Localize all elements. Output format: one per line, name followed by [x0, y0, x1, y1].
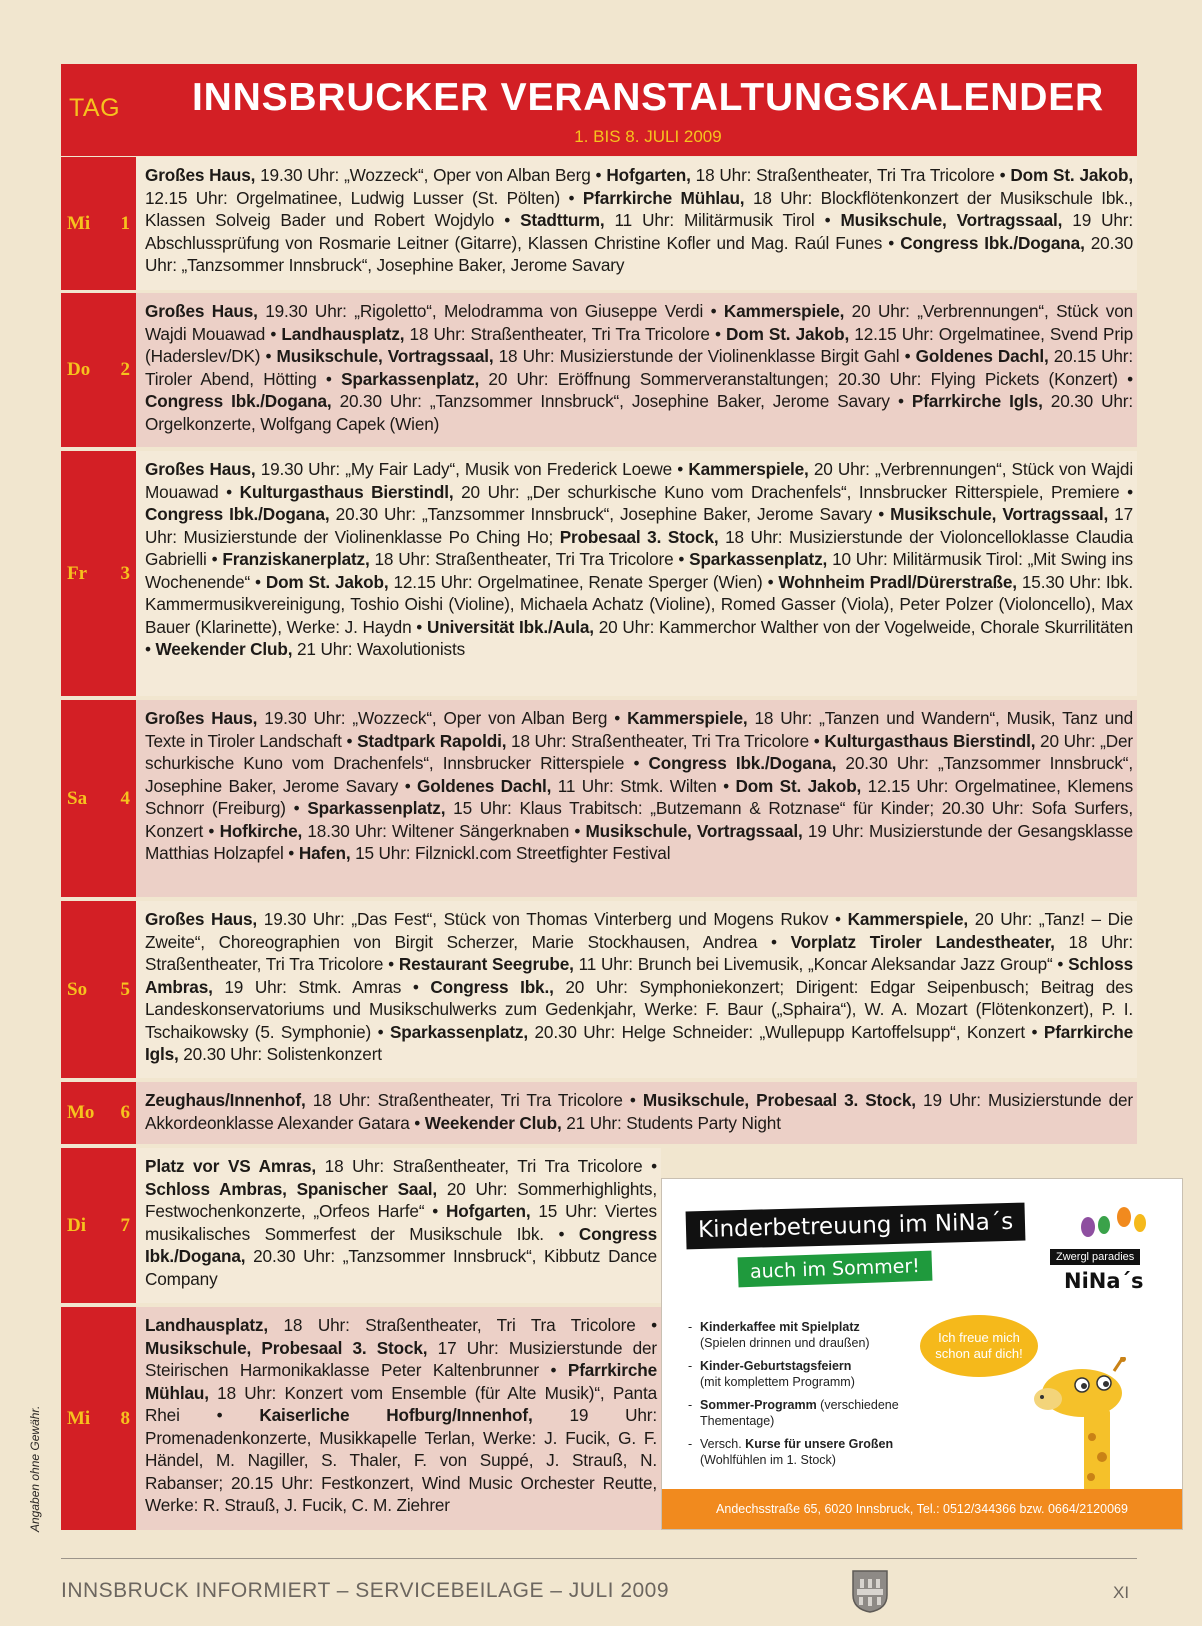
event-details: 20.15 Uhr: Tiroler Abend, Hötting •	[145, 346, 1133, 389]
kinderbetreuung-advertisement	[661, 1178, 1183, 1530]
event-details: 20 Uhr: Symphoniekonzert; Dirigent: Edgar Seipenbusch; Beitrag des Landeskonservatoriums und Musikschulwerks zum Gedenkjahr, Werke: F. Baur („Sphaira“), W. A. Mozart (Flötenkonzert), P. I. Tschaikowsky (5. Symphonie) •	[145, 976, 1133, 1042]
venue-name: Sparkassenplatz,	[307, 798, 446, 818]
venue-name: Pfarrkirche Mühlau,	[582, 187, 745, 208]
event-details: 19 Uhr: Abschlussprüfung von Rosmarie Leitner (Gitarre), Klassen Christine Kofler und Mag. Raúl Funes •	[145, 210, 1133, 253]
venue-name: Sparkassenplatz,	[689, 549, 828, 569]
ad-address-bar: Andechsstraße 65, 6020 Innsbruck, Tel.: 0512/344366 bzw. 0664/2120069	[662, 1489, 1182, 1529]
innsbruck-crest-icon	[851, 1569, 889, 1613]
event-details: 18 Uhr: Straßentheater, Tri Tra Tricolore •	[145, 931, 1133, 974]
day-label	[61, 901, 136, 1078]
event-details: 11 Uhr: Stmk. Wilten •	[551, 775, 736, 796]
event-details: 15 Uhr: Klaus Trabitsch: „Butzemann & Rotznase“ für Kinder; 20.30 Uhr: Sofa Surfers, Konzert •	[145, 798, 1133, 841]
day-label	[61, 1082, 136, 1144]
brand-tagline: Zwergl paradies	[1050, 1249, 1140, 1265]
day-name: Fr	[67, 562, 88, 584]
event-details: 20 Uhr: „Der schurkische Kuno vom Drachenfels“, Innsbrucker Ritterspiele, Premiere •	[453, 481, 1133, 502]
day-name: Do	[67, 359, 91, 380]
venue-name: Hafen,	[298, 843, 351, 863]
venue-name: Hofgarten,	[446, 1201, 531, 1221]
venue-name: Wohnheim Pradl/Dürerstraße,	[778, 571, 1017, 592]
event-details: 20 Uhr: „Verbrennungen“, Stück von Wajdi Mouawad •	[145, 301, 1134, 344]
event-details: 18 Uhr: Straßentheater, Tri Tra Tricolore •	[404, 323, 727, 344]
day-label	[61, 1307, 136, 1530]
day-number: 5	[120, 978, 130, 1000]
venue-name: Musikschule, Vortragssaal,	[890, 504, 1109, 524]
day-number: 3	[120, 562, 130, 584]
venue-name: Landhausplatz,	[145, 1315, 268, 1335]
day-label	[61, 1148, 136, 1303]
event-details: 10 Uhr: Militärmusik Tirol: „Mit Swing ins Wochenende“ •	[145, 549, 1133, 592]
day-events	[138, 451, 1137, 696]
page-number: XI	[1113, 1583, 1130, 1602]
calendar-header	[61, 64, 1137, 156]
event-details: 20 Uhr: „Der schurkische Kuno vom Drachenfels“, Innsbrucker Ritterspiele •	[145, 730, 1133, 773]
venue-name: Universität Ibk./Aula,	[427, 616, 594, 637]
event-details: 18 Uhr: Straßentheater, Tri Tra Tricolore •	[369, 549, 690, 569]
event-details: 12.15 Uhr: Orgelmatinee, Ludwig Lusser (St. Pölten) •	[145, 187, 583, 208]
day-events	[138, 1148, 661, 1303]
event-details: 18 Uhr: Straßentheater, Tri Tra Tricolore •	[305, 1090, 643, 1110]
venue-name: Hofkirche,	[219, 820, 303, 841]
event-details: 11 Uhr: Brunch bei Livemusik, „Koncar Aleksandar Jazz Group“ •	[573, 954, 1069, 974]
day-number: 7	[120, 1214, 130, 1236]
event-details: 15 Uhr: Viertes musikalisches Sommerfest der Musikschule Ibk. •	[145, 1201, 657, 1244]
event-details: 15.30 Uhr: Ibk. Kammermusikvereinigung, Toshio Oishi (Violine), Michaela Achatz (Violine), Romed Gasser (Viola), Peter Polzer (Violoncello), Max Bauer (Klarinette), Werke: J. Haydn •	[145, 571, 1133, 637]
venue-name: Pfarrkirche Mühlau,	[145, 1360, 657, 1403]
day-label	[61, 451, 136, 696]
event-details: 17 Uhr: Musizierstunde der Violinenklasse Po Ching Ho;	[145, 504, 1133, 547]
day-row-di-7	[61, 1148, 661, 1303]
ad-offer-list	[688, 1319, 928, 1475]
day-row-so-5	[61, 901, 1137, 1078]
venue-name: Congress Ibk.,	[430, 976, 554, 997]
venue-name: Dom St. Jakob,	[265, 571, 389, 592]
venue-name: Musikschule, Probesaal 3. Stock,	[145, 1337, 428, 1358]
day-number: 8	[120, 1407, 130, 1429]
list-item: - Kinder-Geburtstagsfeiern (mit komplettem Programm)	[688, 1359, 855, 1389]
calendar-date-range: 1. BIS 8. JULI 2009	[574, 127, 722, 146]
venue-name: Kaiserliche Hofburg/Innenhof,	[259, 1405, 533, 1425]
event-details: 21 Uhr: Waxolutionists	[292, 639, 466, 659]
event-details: 17 Uhr: Musizierstunde der Steirischen Harmonikaklasse Peter Kaltenbrunner •	[145, 1337, 657, 1380]
list-item: - Versch. Kurse für unsere Großen (Wohlfühlen im 1. Stock)	[688, 1437, 894, 1467]
venue-name: Franziskanerplatz,	[222, 549, 370, 569]
event-details: 18 Uhr: Straßentheater, Tri Tra Tricolore •	[690, 165, 1011, 185]
event-details: 18 Uhr: Musizierstunde der Violoncelloklasse Claudia Gabrielli •	[145, 526, 1133, 569]
venue-name: Pfarrkirche Igls,	[145, 1021, 1133, 1064]
venue-name: Großes Haus,	[145, 301, 258, 321]
venue-name: Musikschule, Vortragssaal,	[276, 346, 494, 366]
day-name: Di	[67, 1214, 86, 1236]
event-details: 18 Uhr: Straßentheater, Tri Tra Tricolore •	[506, 730, 825, 751]
venue-name: Sparkassenplatz,	[389, 1021, 528, 1042]
venue-name: Stadtpark Rapoldi,	[357, 730, 507, 751]
day-row-mi-8	[61, 1307, 661, 1530]
day-name: Sa	[67, 787, 88, 809]
venue-name: Platz vor VS Amras,	[145, 1156, 317, 1176]
venue-name: Weekender Club,	[424, 1112, 562, 1133]
venue-name: Vorplatz Tiroler Landestheater,	[790, 931, 1055, 952]
event-details: 20.30 Uhr: Orgelkonzerte, Wolfgang Capek (Wien)	[145, 391, 1133, 434]
venue-name: Großes Haus,	[145, 708, 258, 728]
day-number: 2	[120, 359, 130, 380]
event-details: 12.15 Uhr: Orgelmatinee, Renate Sperger (Wien) •	[388, 571, 779, 592]
tag-column-label: TAG	[69, 94, 121, 122]
venue-name: Dom St. Jakob,	[726, 323, 850, 344]
event-details: 15 Uhr: Filznickl.com Streetfighter Festival	[350, 843, 671, 863]
event-details: 20.30 Uhr: „Tanzsommer Innsbruck“, Josephine Baker, Jerome Savary •	[331, 391, 912, 411]
day-events	[138, 1307, 661, 1530]
venue-name: Großes Haus,	[145, 165, 256, 185]
venue-name: Musikschule, Vortragssaal,	[840, 210, 1063, 230]
day-row-sa-4	[61, 700, 1137, 897]
event-details: 19.30 Uhr: „Wozzeck“, Oper von Alban Berg •	[257, 708, 628, 728]
venue-name: Zeughaus/Innenhof,	[145, 1090, 306, 1110]
footer-publication-title: INNSBRUCK INFORMIERT – SERVICEBEILAGE – JULI 2009	[61, 1579, 670, 1602]
venue-name: Kammerspiele,	[723, 301, 845, 321]
day-events	[138, 901, 1137, 1078]
ad-headline: Kinderbetreuung im NiNa´s	[686, 1203, 1026, 1250]
event-details: 19.30 Uhr: „Das Fest“, Stück von Thomas Vinterberg und Mogens Rukov •	[257, 909, 848, 929]
event-details: 19.30 Uhr: „Rigoletto“, Melodramma von Giuseppe Verdi •	[257, 301, 724, 321]
event-details: 12.15 Uhr: Orgelmatinee, Klemens Schnorr (Freiburg) •	[145, 775, 1134, 818]
day-name: Mi	[67, 1407, 91, 1429]
event-details: 20.30 Uhr: Helge Schneider: „Wullepupp Kartoffelsupp“, Konzert •	[528, 1021, 1044, 1042]
list-item: - Kinderkaffee mit Spielplatz (Spielen drinnen und draußen)	[688, 1320, 870, 1350]
day-events	[138, 700, 1137, 897]
event-details: 20.30 Uhr: „Tanzsommer Innsbruck“, Kibbutz Dance Company	[145, 1246, 657, 1289]
venue-name: Schloss Ambras,	[145, 954, 1133, 997]
event-details: 18 Uhr: „Tanzen und Wandern“, Musik, Tanz und Texte in Tiroler Landschaft •	[145, 708, 1133, 751]
event-details: 20.30 Uhr: Solistenkonzert	[178, 1044, 382, 1064]
venue-name: Kulturgasthaus Bierstindl,	[824, 730, 1036, 751]
venue-name: Pfarrkirche Igls,	[911, 391, 1043, 411]
day-number: 4	[120, 787, 130, 809]
venue-name: Congress Ibk./Dogana,	[145, 391, 332, 411]
venue-name: Großes Haus,	[145, 909, 258, 929]
event-details: 20 Uhr: „Verbrennungen“, Stück von Wajdi Mouawad •	[145, 459, 1134, 502]
day-events	[138, 1082, 1137, 1144]
day-row-do-2	[61, 293, 1137, 447]
disclaimer-note: Angaben ohne Gewähr.	[28, 1405, 42, 1532]
event-details: 20.30 Uhr: „Tanzsommer Innsbruck“, Josephine Baker, Jerome Savary •	[145, 753, 1133, 796]
list-item: - Sommer-Programm (verschiedene Thementage)	[688, 1398, 899, 1428]
venue-name: Stadtturm,	[520, 210, 605, 230]
venue-name: Schloss Ambras, Spanischer Saal,	[145, 1178, 438, 1199]
day-row-mi-1	[61, 157, 1137, 290]
event-details: 19 Uhr: Musizierstunde der Akkordeonklasse Alexander Gatara •	[145, 1090, 1133, 1133]
event-details: 19.30 Uhr: „My Fair Lady“, Musik von Frederick Loewe •	[255, 459, 689, 479]
venue-name: Sparkassenplatz,	[341, 368, 480, 389]
event-details: 20 Uhr: „Tanz! – Die Zweite“, Choreographien von Birgit Scherzer, Marie Stockhausen, Andrea •	[145, 909, 1133, 952]
venue-name: Großes Haus,	[145, 459, 256, 479]
footprints-logo-icon	[1068, 1203, 1158, 1243]
event-details: 12.15 Uhr: Orgelmatinee, Svend Prip (Haderslev/DK) •	[145, 323, 1133, 366]
brand-name: NiNa´s	[1064, 1269, 1144, 1293]
event-details: 11 Uhr: Militärmusik Tirol •	[604, 210, 841, 230]
event-details: 19 Uhr: Promenadenkonzerte, Musikkapelle Terlan, Werke: J. Fucik, G. F. Händel, M. Nagiller, S. Thaler, F. von Suppé, J. Strauß, N. Rabanser; 20.15 Uhr: Festkonzert, Wind Music Orchester Reutte, Werke: R. Strauß, J. Fucik, C. M. Ziehrer	[145, 1405, 657, 1515]
day-events	[138, 157, 1137, 290]
day-name: So	[67, 978, 88, 1000]
footer-divider	[61, 1558, 1137, 1559]
venue-name: Restaurant Seegrube,	[398, 954, 574, 974]
day-number: 6	[120, 1102, 130, 1123]
venue-name: Kammerspiele,	[688, 459, 809, 479]
venue-name: Kulturgasthaus Bierstindl,	[239, 481, 454, 502]
calendar-title: INNSBRUCKER VERANSTALTUNGSKALENDER	[192, 76, 1104, 119]
ad-subheadline: auch im Sommer!	[738, 1251, 933, 1288]
venue-name: Musikschule, Vortragssaal,	[585, 820, 803, 841]
event-details: 20.30 Uhr: „Tanzsommer Innsbruck“, Josephine Baker, Jerome Savary	[145, 232, 1134, 275]
venue-name: Congress Ibk./Dogana,	[145, 1223, 657, 1266]
day-label	[61, 700, 136, 897]
venue-name: Dom St. Jakob,	[1010, 165, 1133, 185]
venue-name: Hofgarten,	[606, 165, 691, 185]
day-row-mo-6	[61, 1082, 1137, 1144]
venue-name: Goldenes Dachl,	[417, 775, 552, 796]
speech-bubble: Ich freue mich schon auf dich!	[920, 1315, 1038, 1377]
day-label	[61, 293, 136, 447]
venue-name: Musikschule, Probesaal 3. Stock,	[642, 1090, 916, 1110]
venue-name: Congress Ibk./Dogana,	[648, 753, 837, 773]
venue-name: Kammerspiele,	[847, 909, 968, 929]
event-details: 19 Uhr: Musizierstunde der Gesangsklasse Matthias Holzapfel •	[145, 820, 1133, 863]
venue-name: Congress Ibk./Dogana,	[900, 232, 1085, 253]
day-name: Mi	[67, 212, 91, 234]
event-details: 19 Uhr: Stmk. Amras •	[212, 976, 431, 997]
day-row-fr-3	[61, 451, 1137, 696]
event-details: 18 Uhr: Straßentheater, Tri Tra Tricolore •	[268, 1315, 657, 1335]
venue-name: Kammerspiele,	[627, 708, 748, 728]
venue-name: Congress Ibk./Dogana,	[145, 504, 330, 524]
event-details: 19.30 Uhr: „Wozzeck“, Oper von Alban Berg •	[255, 165, 607, 185]
event-details: 20 Uhr: Kammerchor Walther von der Vogelweide, Chorale Skurrilitäten •	[145, 616, 1133, 659]
event-details: 20.30 Uhr: „Tanzsommer Innsbruck“, Josephine Baker, Jerome Savary •	[329, 504, 891, 524]
venue-name: Dom St. Jakob,	[735, 775, 862, 796]
event-details: 21 Uhr: Students Party Night	[561, 1112, 781, 1133]
venue-name: Probesaal 3. Stock,	[559, 526, 719, 547]
venue-name: Landhausplatz,	[281, 323, 405, 344]
event-details: 18 Uhr: Musizierstunde der Violinenklasse Birgit Gahl •	[493, 346, 916, 366]
day-events	[138, 293, 1137, 447]
venue-name: Goldenes Dachl,	[915, 346, 1049, 366]
event-details: 20 Uhr: Sommerhighlights, Festwochenkonzerte, „Orfeos Harfe“ •	[145, 1178, 657, 1221]
day-number: 1	[120, 212, 130, 234]
event-details: 18 Uhr: Konzert vom Ensemble (für Alte Musik)“, Panta Rhei •	[145, 1382, 657, 1425]
venue-name: Weekender Club,	[155, 639, 293, 659]
event-details: 18.30 Uhr: Wiltener Sängerknaben •	[302, 820, 586, 841]
event-details: 18 Uhr: Blockflötenkonzert der Musikschule Ibk., Klassen Solveig Bader und Robert Wojdylo •	[145, 187, 1133, 230]
day-name: Mo	[67, 1102, 95, 1123]
day-label	[61, 157, 136, 290]
giraffe-mascot-icon	[1022, 1357, 1172, 1497]
event-details: 20 Uhr: Eröffnung Sommerveranstaltungen; 20.30 Uhr: Flying Pickets (Konzert) •	[479, 368, 1133, 389]
event-details: 18 Uhr: Straßentheater, Tri Tra Tricolore •	[316, 1156, 658, 1176]
